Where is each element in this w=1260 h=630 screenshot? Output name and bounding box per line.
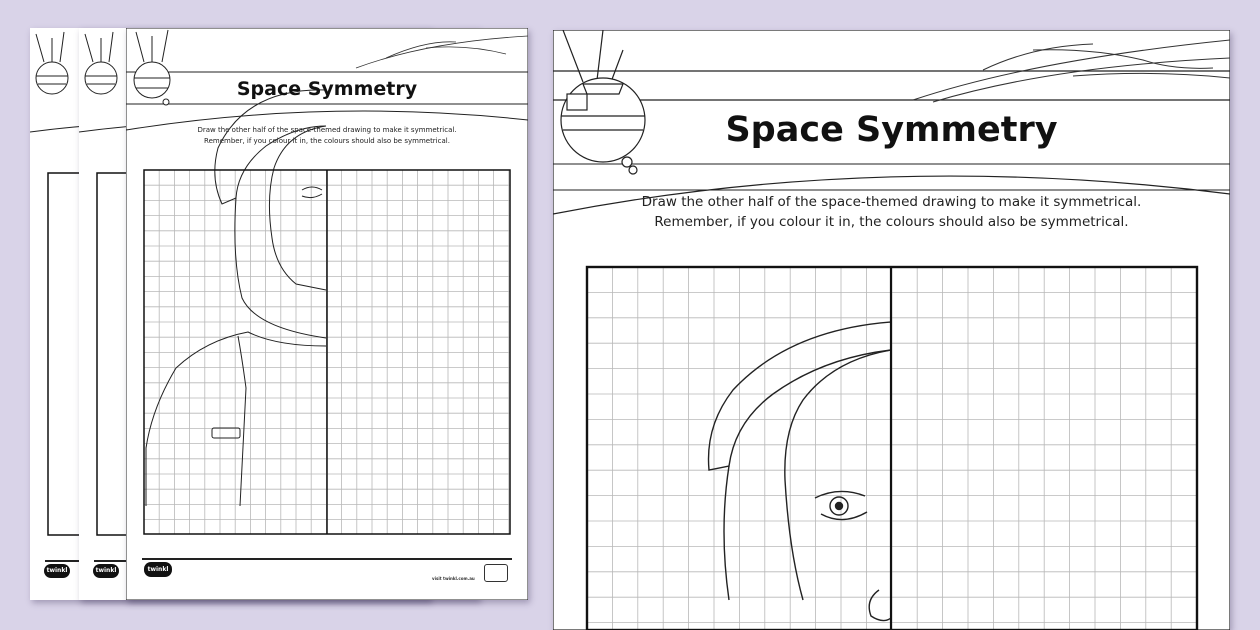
worksheet-instructions-line2: Remember, if you colour it in, the colours should also be symmetrical. <box>654 214 1129 230</box>
comet-icon <box>356 36 528 68</box>
lunar-probe-icon <box>36 32 68 94</box>
worksheet-thumbnail-instructions-line1: Draw the other half of the space-themed drawing to make it symmetrical. <box>197 126 457 134</box>
twinkl-logo: twinkl <box>93 564 119 578</box>
worksheet-thumbnail-3-artwork <box>126 28 528 600</box>
worksheet-thumbnail-instructions-line2: Remember, if you colour it in, the colours should also be symmetrical. <box>204 137 450 145</box>
worksheet-main <box>553 30 1230 630</box>
twinkl-logo: twinkl <box>44 564 70 578</box>
lunar-probe-icon <box>85 32 117 94</box>
lunar-probe-icon <box>561 30 645 174</box>
astronaut-half-drawing <box>709 322 892 621</box>
worksheet-title: Space Symmetry <box>725 110 1058 150</box>
worksheet-thumbnail-title: Space Symmetry <box>236 78 418 100</box>
worksheet-thumbnail-3 <box>126 28 528 600</box>
worksheet-instructions-line1: Draw the other half of the space-themed drawing to make it symmetrical. <box>641 194 1142 210</box>
twinkl-logo: twinkl <box>144 562 172 577</box>
footer-url: visit twinkl.com.au <box>432 576 475 581</box>
footer-badge-icon <box>484 564 508 582</box>
